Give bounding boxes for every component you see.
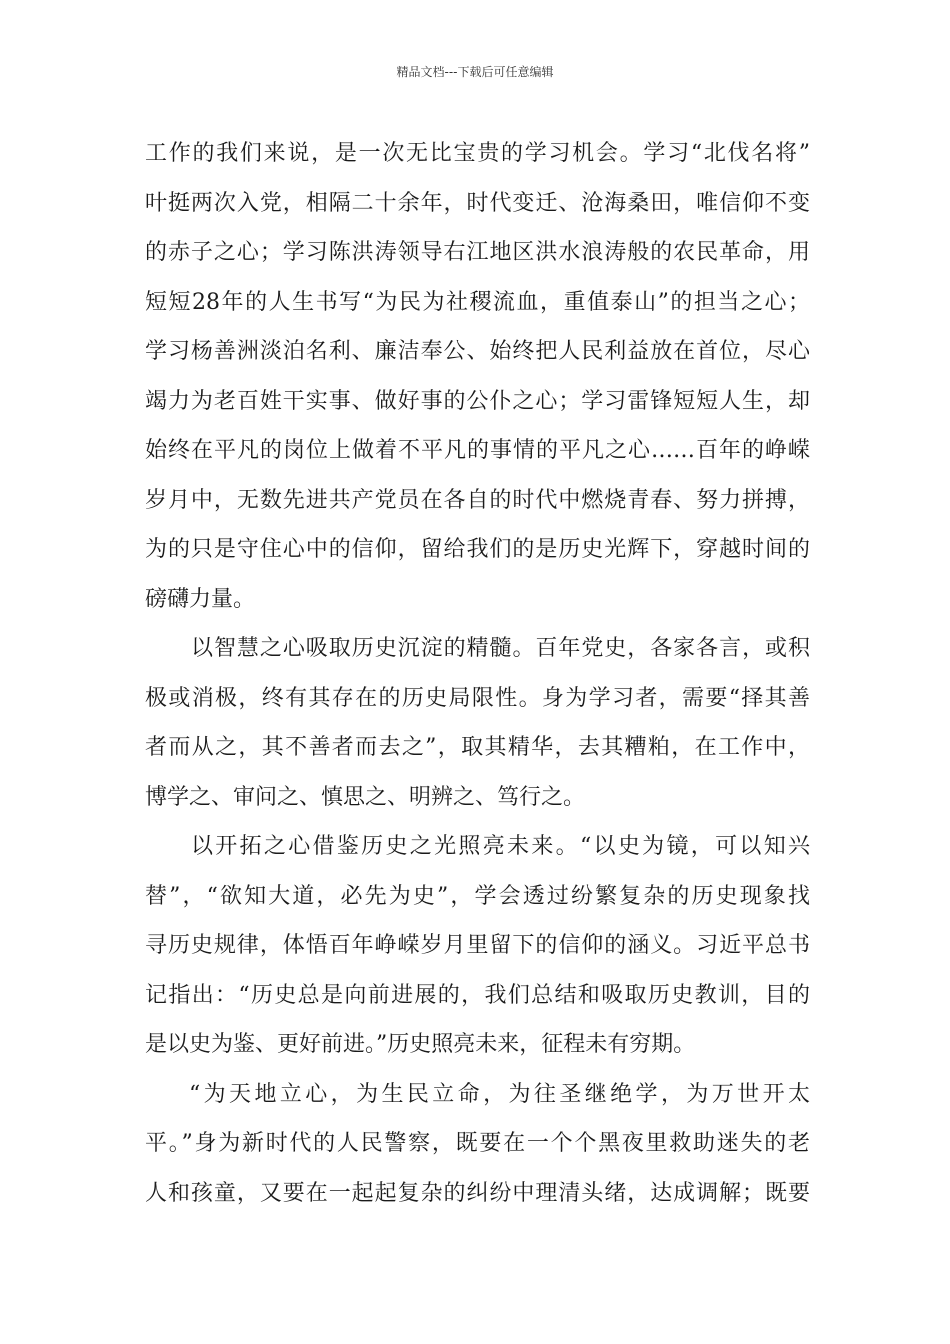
page-header: 精品文档---下载后可任意编辑 (396, 65, 554, 79)
text-line: 寻历史规律，体悟百年峥嵘岁月里留下的信仰的涵义。习近平总书 (145, 933, 810, 958)
text-line: 替”，“欲知大道，必先为史”，学会透过纷繁复杂的历史现象找 (145, 883, 810, 909)
body-text (145, 129, 810, 1218)
text-line: 是以史为鉴、更好前进。”历史照亮未来，征程未有穷期。 (145, 1032, 696, 1057)
text-line: 的赤子之心；学习陈洪涛领导右江地区洪水浪涛般的农民革命，用 (145, 240, 810, 265)
paragraph-first-line: 以开拓之心借鉴历史之光照亮未来。“以史为镜，可以知兴 (191, 834, 810, 859)
text-line: 极或消极，终有其存在的历史局限性。身为学习者，需要“择其善 (145, 685, 810, 711)
text-line: 学习杨善洲淡泊名利、廉洁奉公、始终把人民利益放在首位，尽心 (145, 339, 810, 364)
text-line: 者而从之，其不善者而去之”，取其精华，去其糟粕，在工作中， (145, 735, 810, 760)
text-line: 博学之、审问之、慎思之、明辨之、笃行之。 (145, 784, 586, 810)
paragraph-first-line: “为天地立心，为生民立命，为往圣继绝学，为万世开太 (189, 1081, 810, 1107)
text-line: 竭力为老百姓干实事、做好事的公仆之心；学习雷锋短短人生，却 (145, 388, 810, 414)
text-line: 短短28年的人生书写“为民为社稷流血，重值泰山”的担当之心； (145, 289, 810, 315)
paragraph-first-line: 以智慧之心吸取历史沉淀的精髓。百年党史，各家各言，或积 (191, 636, 810, 661)
text-line: 始终在平凡的岗位上做着不平凡的事情的平凡之心……百年的峥嵘 (145, 438, 810, 463)
text-line: 为的只是守住心中的信仰，留给我们的是历史光辉下，穿越时间的 (145, 537, 810, 562)
text-line: 叶挺两次入党，相隔二十余年，时代变迁、沧海桑田，唯信仰不变 (145, 190, 810, 216)
text-line: 磅礴力量。 (145, 586, 256, 612)
text-line: 人和孩童，又要在一起起复杂的纠纷中理清头绪，达成调解；既要 (145, 1180, 810, 1206)
text-line: 工作的我们来说，是一次无比宝贵的学习机会。学习“北伐名将” (145, 141, 810, 166)
text-line: 岁月中，无数先进共产党员在各自的时代中燃烧青春、努力拼搏， (145, 487, 810, 513)
text-line: 平。”身为新时代的人民警察，既要在一个个黑夜里救助迷失的老 (145, 1131, 810, 1156)
text-line: 记指出：“历史总是向前进展的，我们总结和吸取历史教训，目的 (145, 982, 810, 1008)
